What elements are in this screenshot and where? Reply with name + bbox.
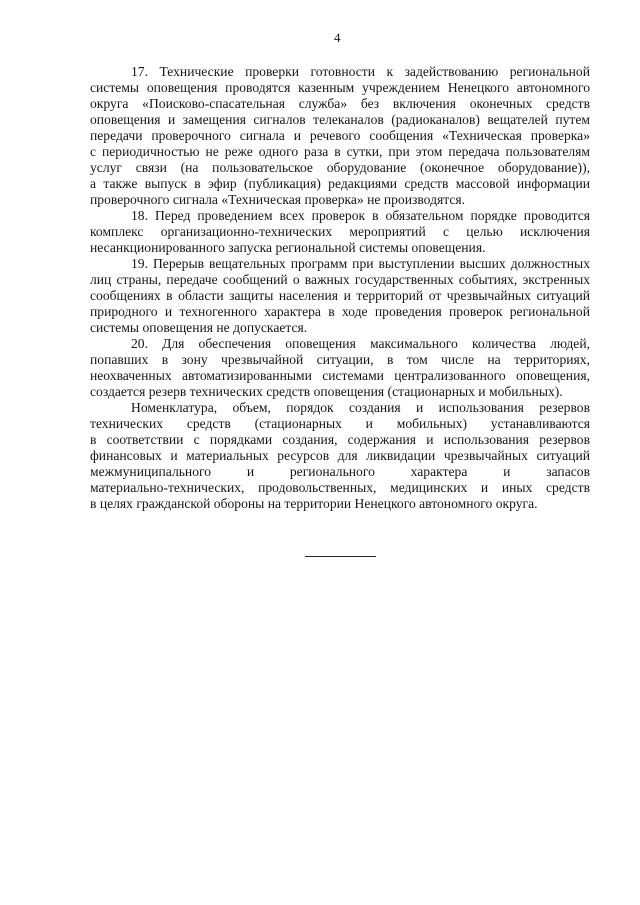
text-line: технических средств (стационарных и мобильных) устанавливаются: [90, 416, 590, 431]
text-line: системы оповещения проводятся казенным учреждением Ненецкого автономного: [90, 80, 590, 95]
text-line: лиц страны, передаче сообщений о важных государственных событиях, экстренных: [90, 272, 590, 287]
paragraph-17: [90, 64, 590, 208]
text-line: с периодичностью не реже одного раза в сутки, при этом передача пользователям: [90, 144, 590, 159]
text-line: комплекс организационно-технических мероприятий с целью исключения: [90, 224, 590, 239]
page-number: 4: [334, 30, 341, 45]
text-line: в целях гражданской обороны на территории Ненецкого автономного округа.: [90, 496, 538, 511]
text-line: округа «Поисково-спасательная служба» без включения оконечных средств: [90, 96, 590, 111]
text-line: передачи проверочного сигнала и речевого сообщения «Техническая проверка»: [90, 128, 590, 143]
end-separator-line: [305, 556, 376, 557]
document-body: [90, 64, 590, 512]
text-line: в соответствии с порядками создания, содержания и использования резервов: [90, 432, 590, 447]
text-line: финансовых и материальных ресурсов для ликвидации чрезвычайных ситуаций: [90, 448, 590, 463]
paragraph-18: [90, 208, 590, 256]
text-line: попавших в зону чрезвычайной ситуации, в том числе на территориях,: [90, 352, 590, 367]
paragraph-nomenclature: [90, 400, 590, 512]
text-line: несанкционированного запуска региональной системы оповещения.: [90, 240, 486, 255]
text-line: межмуниципального и регионального характера и запасов: [90, 464, 590, 479]
text-line: системы оповещения не допускается.: [90, 320, 308, 335]
text-line: неохваченных автоматизированными системами централизованного оповещения,: [90, 368, 590, 383]
text-line: проверочного сигнала «Техническая проверка» не производятся.: [90, 192, 466, 207]
paragraph-20: [90, 336, 590, 400]
text-line: сообщениях в области защиты населения и территорий от чрезвычайных ситуаций: [90, 288, 590, 303]
text-line: создается резерв технических средств оповещения (стационарных и мобильных).: [90, 384, 563, 399]
text-line: услуг связи (на пользовательское оборудование (оконечное оборудование)),: [90, 160, 590, 175]
text-line: а также выпуск в эфир (публикация) редакциями средств массовой информации: [90, 176, 590, 191]
text-line: 19. Перерыв вещательных программ при выступлении высших должностных: [131, 256, 590, 271]
text-line: 20. Для обеспечения оповещения максимального количества людей,: [131, 336, 590, 351]
text-line: Номенклатура, объем, порядок создания и использования резервов: [131, 400, 590, 415]
paragraph-19: [90, 256, 590, 336]
text-line: материально-технических, продовольственных, медицинских и иных средств: [90, 480, 590, 495]
text-line: природного и техногенного характера в ходе проведения проверок региональной: [90, 304, 590, 319]
text-line: оповещения и замещения сигналов телеканалов (радиоканалов) вещателей путем: [90, 112, 590, 127]
text-line: 17. Технические проверки готовности к задействованию региональной: [131, 64, 590, 79]
text-line: 18. Перед проведением всех проверок в обязательном порядке проводится: [131, 208, 590, 223]
